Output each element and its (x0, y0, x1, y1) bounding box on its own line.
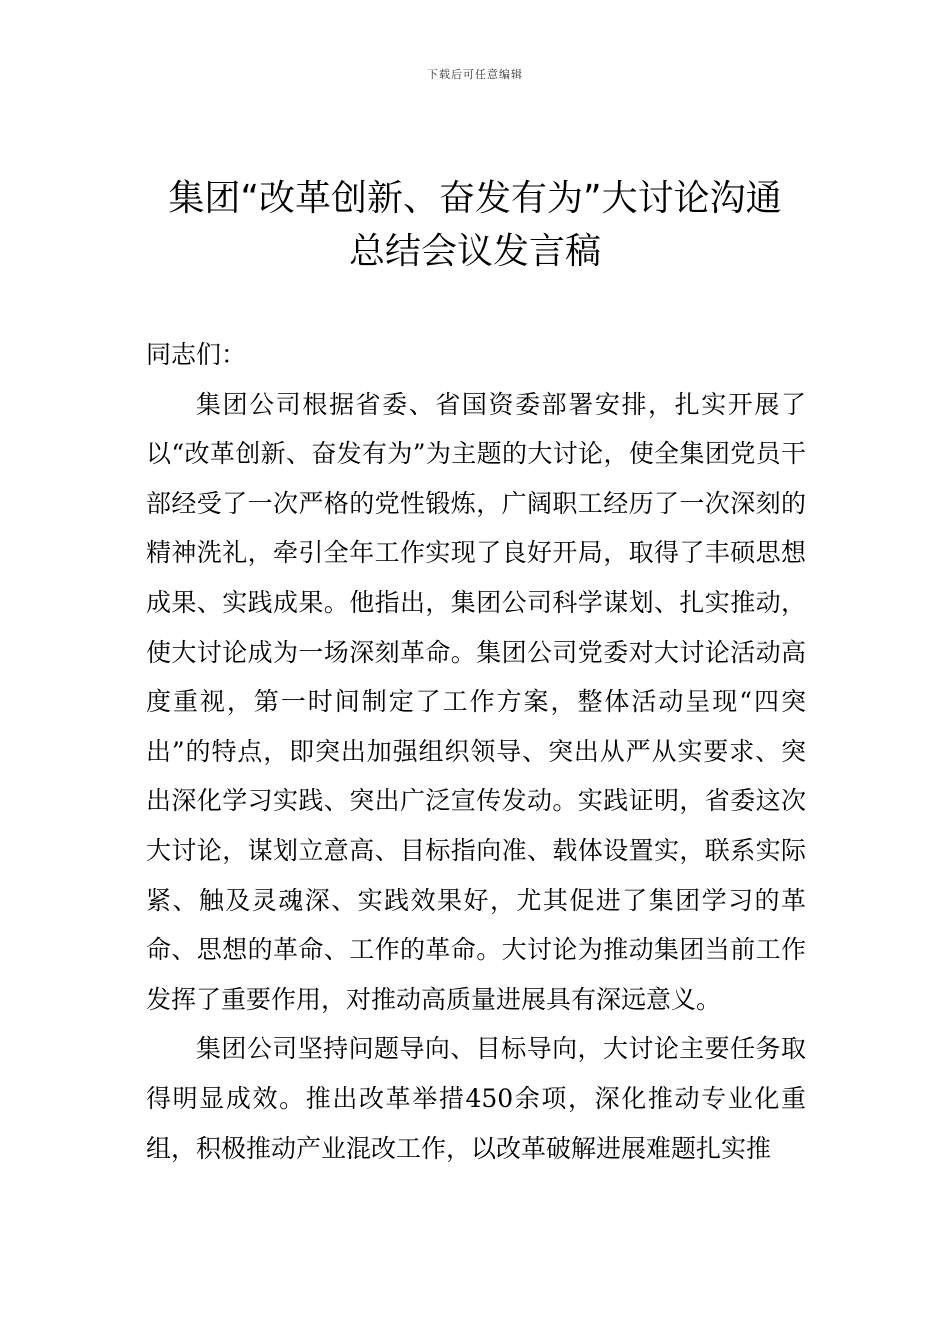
document-title (120, 172, 830, 278)
paragraph-1: 集团公司根据省委、省国资委部署安排，扎实开展了以“改革创新、奋发有为”为主题的大讨论，使全集团党员干部经受了一次严格的党性锻炼，广阔职工经历了一次深刻的精神洗礼，牵引全年工作实现了良好开局，取得了丰硕思想成果、实践成果。他指出，集团公司科学谋划、扎实推动，使大讨论成为一场深刻革命。集团公司党委对大讨论活动高度重视，第一时间制定了工作方案，整体活动呈现“四突出”的特点，即突出加强组织领导、突出从严从实要求、突出深化学习实践、突出广泛宣传发动。实践证明，省委这次大讨论，谋划立意高、目标指向准、载体设置实，联系实际紧、触及灵魂深、实践效果好，尤其促进了集团学习的革命、思想的革命、工作的革命。大讨论为推动集团当前工作发挥了重要作用，对推动高质量进展具有深远意义。 (146, 389, 806, 1014)
paragraph-2: 集团公司坚持问题导向、目标导向，大讨论主要任务取得明显成效。推出改革举措450余项，深化推动专业化重组，积极推动产业混改工作，以改革破解进展难题扎实推 (146, 1034, 806, 1163)
title-line-2: 总结会议发言稿 (348, 231, 601, 272)
title-line-1: 集团“改革创新、奋发有为”大讨论沟通 (168, 178, 782, 219)
document-body (146, 330, 806, 1173)
salutation: 同志们： (146, 340, 247, 369)
header-note: 下载后可任意编辑 (427, 68, 523, 81)
